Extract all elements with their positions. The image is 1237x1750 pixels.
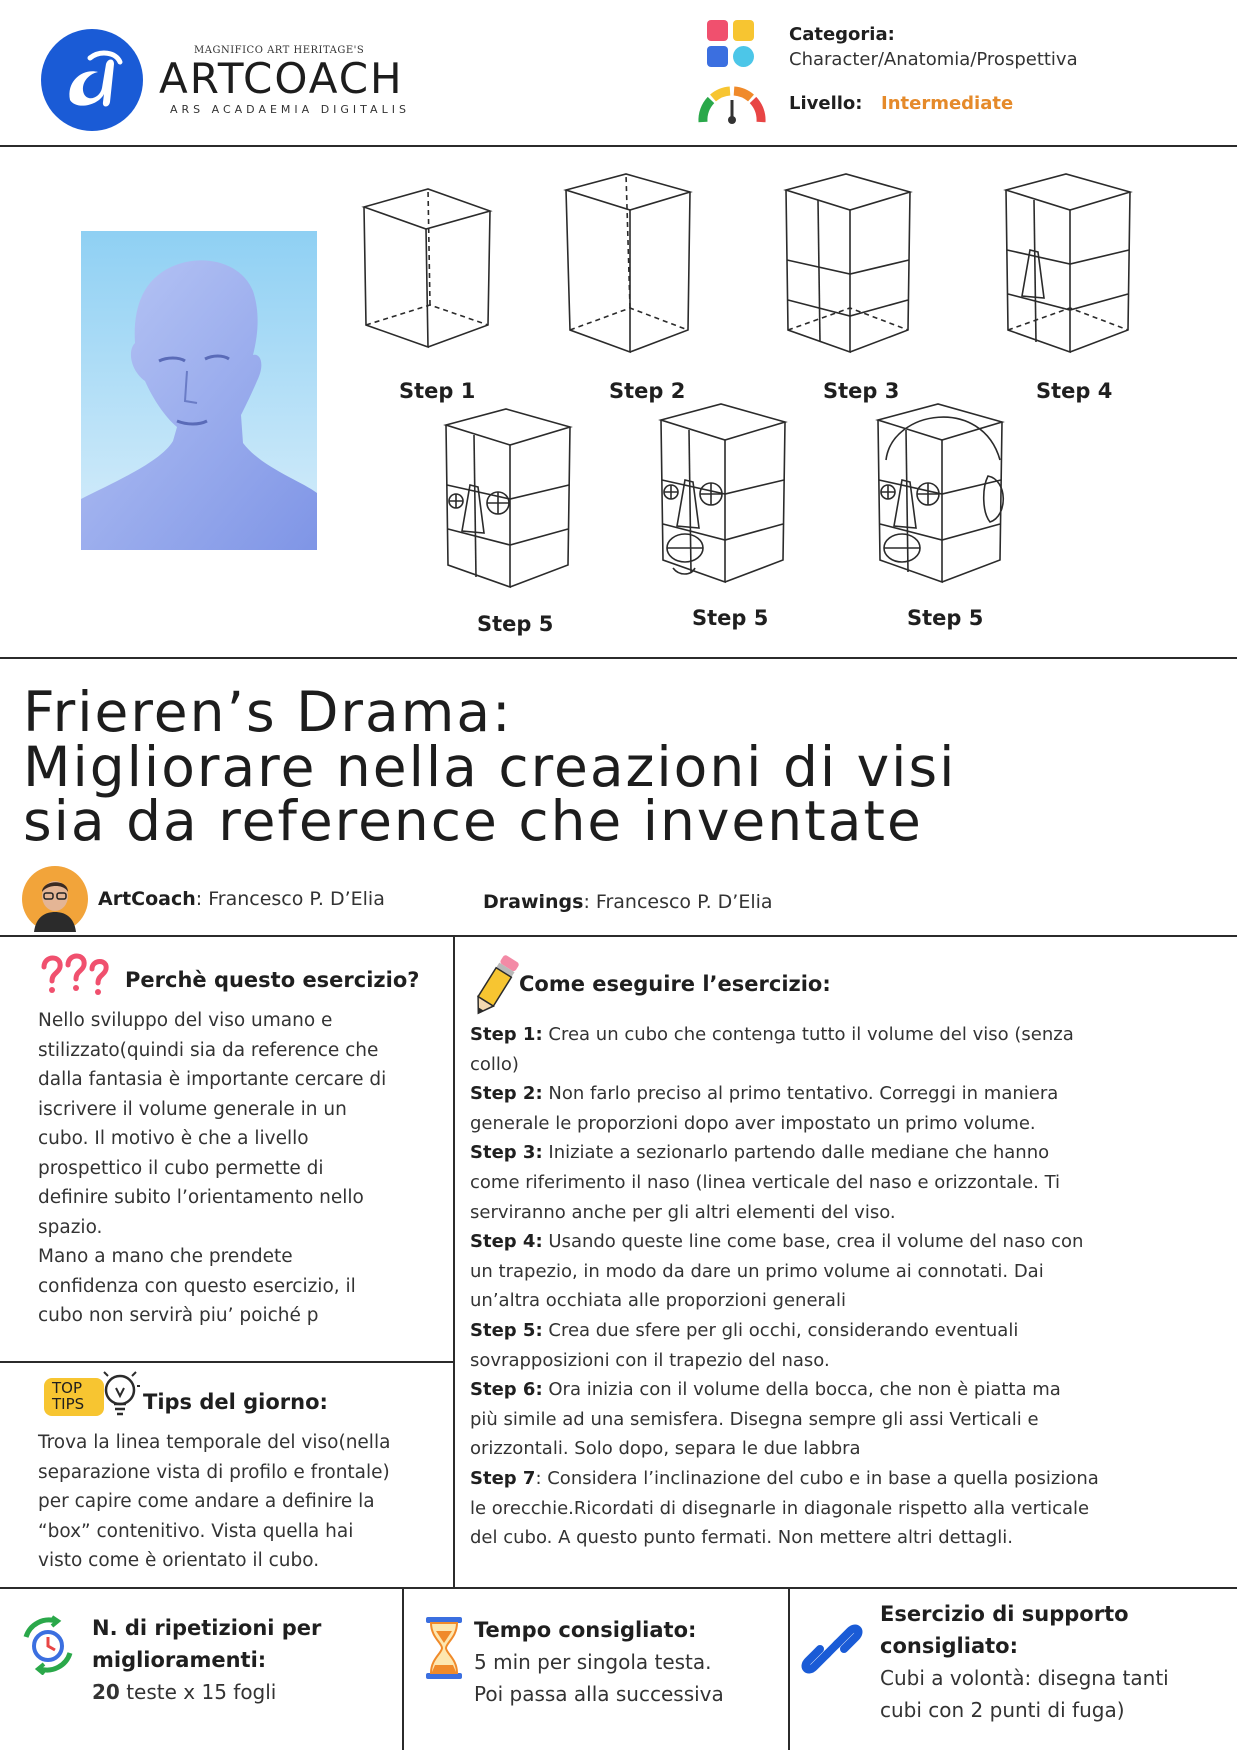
why-line: Nello sviluppo del viso umano e (38, 1010, 333, 1031)
step-label: Step 1 (399, 379, 476, 403)
how-step-label: Step 7 (470, 1467, 536, 1489)
how-step-text: Crea due sfere per gli occhi, considerando eventuali (548, 1319, 1019, 1341)
step-label: Step 2 (609, 379, 686, 403)
top-tips-badge-line: TIPS (52, 1395, 85, 1413)
reps-value-rest: teste x 15 fogli (119, 1680, 277, 1704)
how-step-text: Usando queste line come base, crea il volume del naso con (548, 1231, 1084, 1253)
step-label: Step 4 (1036, 379, 1113, 403)
step-5c-sketch (872, 400, 1012, 590)
how-step-cont: generale le proporzioni dopo aver impostato un primo volume. (470, 1112, 1036, 1134)
pencil-icon (470, 948, 522, 1018)
why-line: definire subito l’orientamento nello (38, 1187, 364, 1208)
drawings-credit-name: : Francesco P. D’Elia (583, 891, 773, 913)
top-tips-badge-line: TOP (52, 1379, 83, 1397)
time-line: 5 min per singola testa. (474, 1650, 712, 1674)
how-step-text: Non farlo preciso al primo tentativo. Correggi in maniera (548, 1083, 1059, 1105)
page-title-line-2: Migliorare nella creazioni di visi (23, 735, 957, 799)
why-line: spazio. (38, 1216, 103, 1238)
clock-cycle-icon (18, 1615, 78, 1675)
how-step (470, 1020, 1230, 1050)
how-step-cont: un trapezio, in modo da dare un primo volume ai connotati. Dai (470, 1260, 1044, 1282)
gauge-icon (697, 78, 767, 126)
how-step-text: Crea un cubo che contenga tutto il volume del viso (senza (548, 1024, 1074, 1045)
how-step-label: Step 5: (470, 1319, 543, 1341)
link-icon (800, 1617, 864, 1681)
level-value: Intermediate (881, 93, 1014, 114)
how-step-label: Step 6: (470, 1379, 543, 1401)
how-step (470, 1464, 1230, 1494)
how-steps (470, 1020, 1230, 1553)
how-step-cont: sovrapposizioni con il trapezio del naso. (470, 1349, 830, 1371)
step-label: Step 3 (823, 379, 900, 403)
why-line: dalla fantasia è importante cercare di (38, 1069, 387, 1090)
header (0, 0, 1237, 146)
artcoach-credit-name: : Francesco P. D’Elia (195, 888, 385, 910)
step-2-sketch (560, 170, 700, 360)
divider-footer-1 (402, 1588, 404, 1750)
how-step-cont: orizzontali. Solo dopo, separa le due labbra (470, 1438, 861, 1460)
how-step-label: Step 1: (470, 1024, 543, 1045)
tips-body (38, 1428, 450, 1576)
how-step-cont: un’altra occhiata alle proporzioni generali (470, 1290, 846, 1312)
page-title-line-3: sia da reference che inventate (23, 789, 923, 853)
how-step-cont: come riferimento il naso (linea verticale del naso e orizzontale. Ti (470, 1171, 1061, 1193)
artcoach-logo (40, 28, 144, 132)
divider-header (0, 145, 1237, 147)
how-step-cont: collo) (470, 1053, 519, 1075)
reps-value (92, 1676, 276, 1708)
how-step-label: Step 3: (470, 1142, 543, 1164)
time-body (474, 1646, 724, 1710)
why-line: iscrivere il volume generale in un (38, 1098, 347, 1120)
step-5b-sketch (655, 400, 795, 590)
question-marks-icon (38, 953, 112, 997)
step-label: Step 5 (477, 612, 554, 636)
time-title: Tempo consigliato: (474, 1618, 697, 1642)
support-title-line: consigliato: (880, 1634, 1018, 1658)
time-line: Poi passa alla successiva (474, 1682, 724, 1706)
how-step (470, 1138, 1230, 1168)
why-title: Perchè questo esercizio? (125, 968, 420, 992)
step-1-sketch (358, 185, 498, 360)
reps-value-number: 20 (92, 1680, 120, 1704)
tips-line: visto come è orientato il cubo. (38, 1550, 320, 1571)
tips-line: “box” contenitivo. Vista quella hai (38, 1520, 354, 1542)
reference-head-image (81, 231, 317, 550)
divider-gallery (0, 657, 1237, 659)
how-step-text: Iniziate a sezionarlo partendo dalle mediane che hanno (548, 1142, 1050, 1164)
step-3-sketch (780, 170, 920, 360)
color-squares-icon (705, 18, 757, 70)
level-label: Livello: (789, 93, 863, 114)
reps-title (92, 1612, 321, 1676)
how-step-cont: le orecchie.Ricordati di disegnarle in diagonale rispetto alla verticale (470, 1497, 1090, 1519)
step-4-sketch (1000, 170, 1140, 360)
how-step-cont: del cubo. A questo punto fermati. Non mettere altri dettagli. (470, 1527, 1014, 1549)
why-line: prospettico il cubo permette di (38, 1157, 324, 1179)
tips-line: Trova la linea temporale del viso(nella (38, 1432, 391, 1453)
how-step-cont: più simile ad una semisfera. Disegna sempre gli assi Verticali e (470, 1408, 1039, 1430)
reps-title-line: miglioramenti: (92, 1648, 267, 1672)
how-step-cont: serviranno anche per gli altri elementi del viso. (470, 1201, 896, 1223)
brand-supertitle: MAGNIFICO ART HERITAGE'S (194, 45, 365, 56)
why-body (38, 1006, 448, 1331)
why-line: cubo non servirà piu’ poiché p (38, 1305, 319, 1326)
support-line: Cubi a volontà: disegna tanti (880, 1666, 1169, 1690)
artcoach-credit-label: ArtCoach (98, 888, 196, 910)
support-title (880, 1598, 1129, 1662)
tips-title: Tips del giorno: (143, 1390, 328, 1414)
category-value: Character/Anatomia/Prospettiva (789, 49, 1078, 70)
artcoach-credit (98, 888, 385, 910)
hourglass-icon (424, 1617, 464, 1679)
why-line: stilizzato(quindi sia da reference che (38, 1039, 379, 1061)
why-line: Mano a mano che prendete (38, 1246, 293, 1267)
how-title: Come eseguire l’esercizio: (519, 972, 831, 996)
why-line: cubo. Il motivo è che a livello (38, 1128, 309, 1149)
divider-footer-2 (788, 1588, 790, 1750)
how-step-label: Step 2: (470, 1083, 543, 1105)
tips-line: per capire come andare a definire la (38, 1491, 375, 1512)
support-line: cubi con 2 punti di fuga) (880, 1698, 1125, 1722)
category-label: Categoria: (789, 24, 895, 45)
step-5a-sketch (440, 405, 580, 595)
support-body (880, 1662, 1169, 1726)
how-step-label: Step 4: (470, 1231, 543, 1253)
how-step-text: Ora inizia con il volume della bocca, che non è piatta ma (548, 1379, 1061, 1401)
step-label: Step 5 (692, 606, 769, 630)
divider-columns (453, 936, 455, 1588)
brand-tagline: ARS ACADAEMIA DIGITALIS (170, 103, 410, 116)
reps-title-line: N. di ripetizioni per (92, 1616, 322, 1640)
why-line: confidenza con questo esercizio, il (38, 1275, 356, 1297)
how-step (470, 1375, 1230, 1405)
brand-name: ARTCOACH (159, 54, 404, 103)
tips-line: separazione vista di profilo e frontale) (38, 1461, 390, 1483)
how-step (470, 1316, 1230, 1346)
avatar (22, 866, 88, 932)
divider-credits (0, 935, 1237, 937)
drawings-credit-label: Drawings (483, 891, 584, 913)
divider-why-tips (0, 1361, 454, 1363)
support-title-line: Esercizio di supporto (880, 1602, 1129, 1626)
top-tips-badge-text (52, 1380, 84, 1412)
how-step (470, 1227, 1230, 1257)
drawings-credit (483, 891, 773, 913)
how-step-text: : Considera l’inclinazione del cubo e in base a quella posiziona (535, 1467, 1099, 1489)
how-step (470, 1079, 1230, 1109)
page-title-line-1: Frieren’s Drama: (23, 680, 513, 744)
step-label: Step 5 (907, 606, 984, 630)
divider-footer (0, 1587, 1237, 1589)
